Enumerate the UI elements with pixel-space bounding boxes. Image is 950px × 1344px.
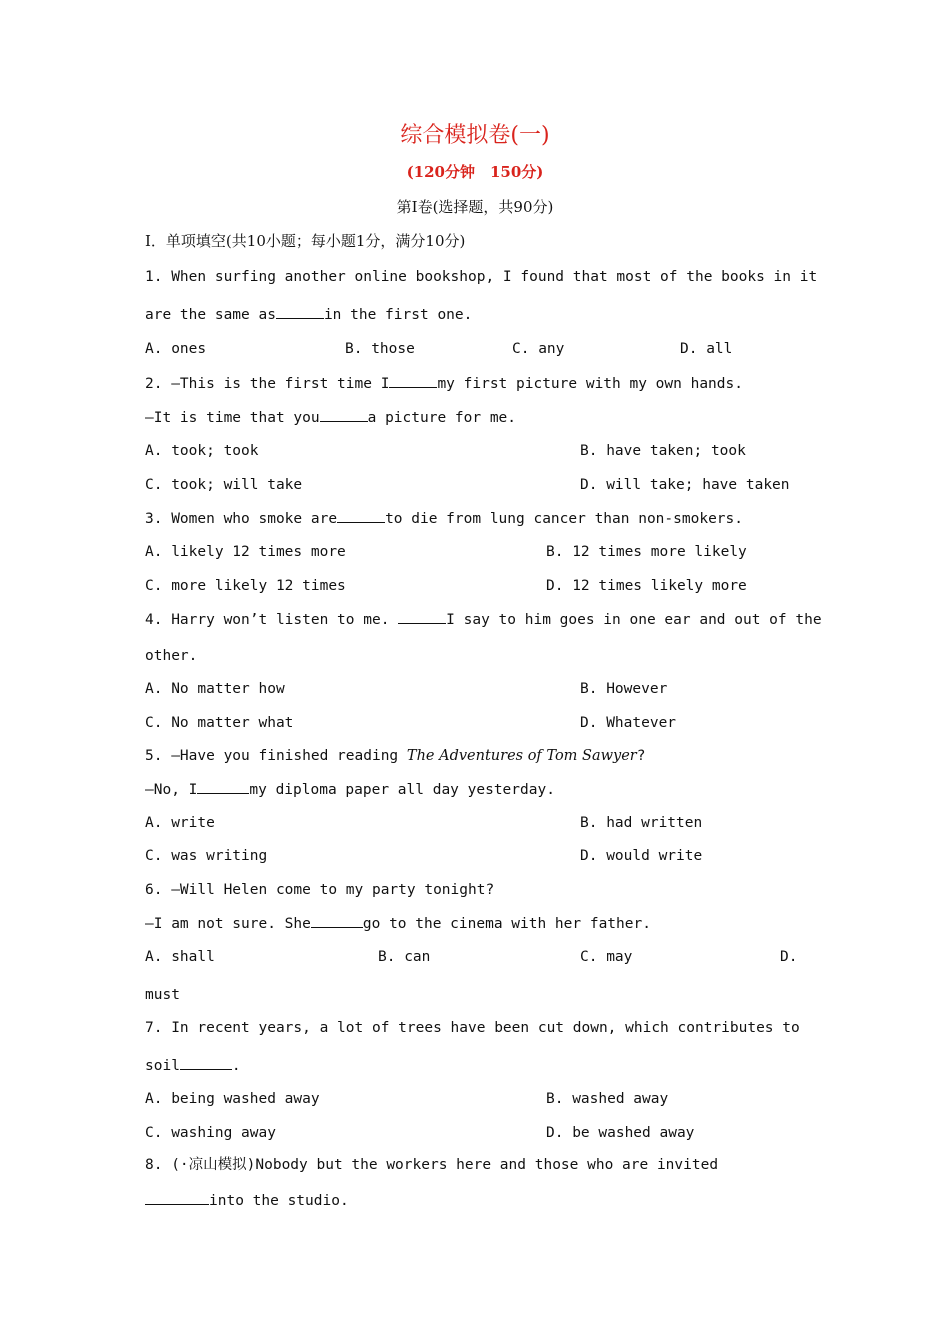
section-heading: Ⅰ．单项填空(共10小题；每小题1分，满分10分): [145, 232, 466, 250]
answer-blank: [389, 374, 437, 388]
option-b: B. 12 times more likely: [546, 544, 747, 560]
answer-blank: [145, 1191, 209, 1205]
volume-heading: 第Ⅰ卷(选择题，共90分): [396, 198, 554, 216]
option-a: A. shall: [145, 949, 215, 965]
option-d-text: must: [145, 987, 180, 1003]
option-b: B. can: [378, 949, 431, 965]
answer-blank: [311, 914, 363, 928]
question-6-text: 6. —Will Helen come to my party tonight?: [145, 882, 495, 898]
option-d: D. would write: [580, 848, 703, 864]
question-8-text-cont: into the studio.: [145, 1191, 349, 1210]
option-c: C. may: [580, 949, 633, 965]
question-4-text: 4. Harry won’t listen to me. I say to him goes in one ear and out of the: [145, 612, 822, 628]
option-a: A. No matter how: [145, 681, 285, 697]
question-2-response: —It is time that you a picture for me.: [145, 410, 517, 426]
question-5-text: 5. —Have you finished reading The Adventures of Tom Sawyer?: [145, 748, 646, 764]
question-3-text: 3. Women who smoke are to die from lung cancer than non-smokers.: [145, 511, 743, 527]
option-c: C. was writing: [145, 848, 268, 864]
option-a: A. write: [145, 815, 215, 831]
question-8-text: 8. (·凉山模拟)Nobody but the workers here and those who are invited: [145, 1157, 719, 1173]
answer-blank: [180, 1056, 232, 1070]
answer-blank: [197, 780, 249, 794]
option-d: D. will take; have taken: [580, 477, 790, 493]
option-d: D. all: [680, 341, 733, 357]
option-b: B. those: [345, 341, 415, 357]
question-1-text-cont: are the same as in the first one.: [145, 307, 473, 323]
option-a: A. ones: [145, 341, 207, 357]
book-title: The Adventures of Tom Sawyer: [406, 748, 637, 764]
option-c: C. washing away: [145, 1125, 276, 1141]
option-b: B. washed away: [546, 1091, 669, 1107]
option-d: D. Whatever: [580, 715, 677, 731]
question-2-text: 2. —This is the first time I my first picture with my own hands.: [145, 376, 743, 392]
answer-blank: [398, 610, 446, 624]
option-c: C. took; will take: [145, 477, 303, 493]
question-7-text-cont: soil .: [145, 1058, 241, 1074]
option-a: A. being washed away: [145, 1091, 320, 1107]
question-1-text: 1. When surfing another online bookshop, I found that most of the books in it: [145, 269, 818, 285]
option-c: C. No matter what: [145, 715, 294, 731]
option-c: C. any: [512, 341, 565, 357]
question-4-text-cont: other.: [145, 648, 198, 664]
answer-blank: [337, 509, 385, 523]
option-b: B. However: [580, 681, 668, 697]
option-d: D. be washed away: [546, 1125, 695, 1141]
option-c: C. more likely 12 times: [145, 578, 346, 594]
option-a: A. likely 12 times more: [145, 544, 346, 560]
answer-blank: [276, 305, 324, 319]
question-5-response: —No, I my diploma paper all day yesterday.: [145, 782, 555, 798]
page-subtitle: (120分钟 150分): [406, 163, 544, 181]
page-title: 综合模拟卷(一): [400, 123, 550, 148]
option-b: B. had written: [580, 815, 703, 831]
answer-blank: [320, 408, 368, 422]
option-d-label: D.: [780, 949, 798, 965]
option-b: B. have taken; took: [580, 443, 746, 459]
option-a: A. took; took: [145, 443, 259, 459]
question-7-text: 7. In recent years, a lot of trees have been cut down, which contributes to: [145, 1020, 800, 1036]
question-6-response: —I am not sure. She go to the cinema with her father.: [145, 916, 651, 932]
option-d: D. 12 times likely more: [546, 578, 747, 594]
